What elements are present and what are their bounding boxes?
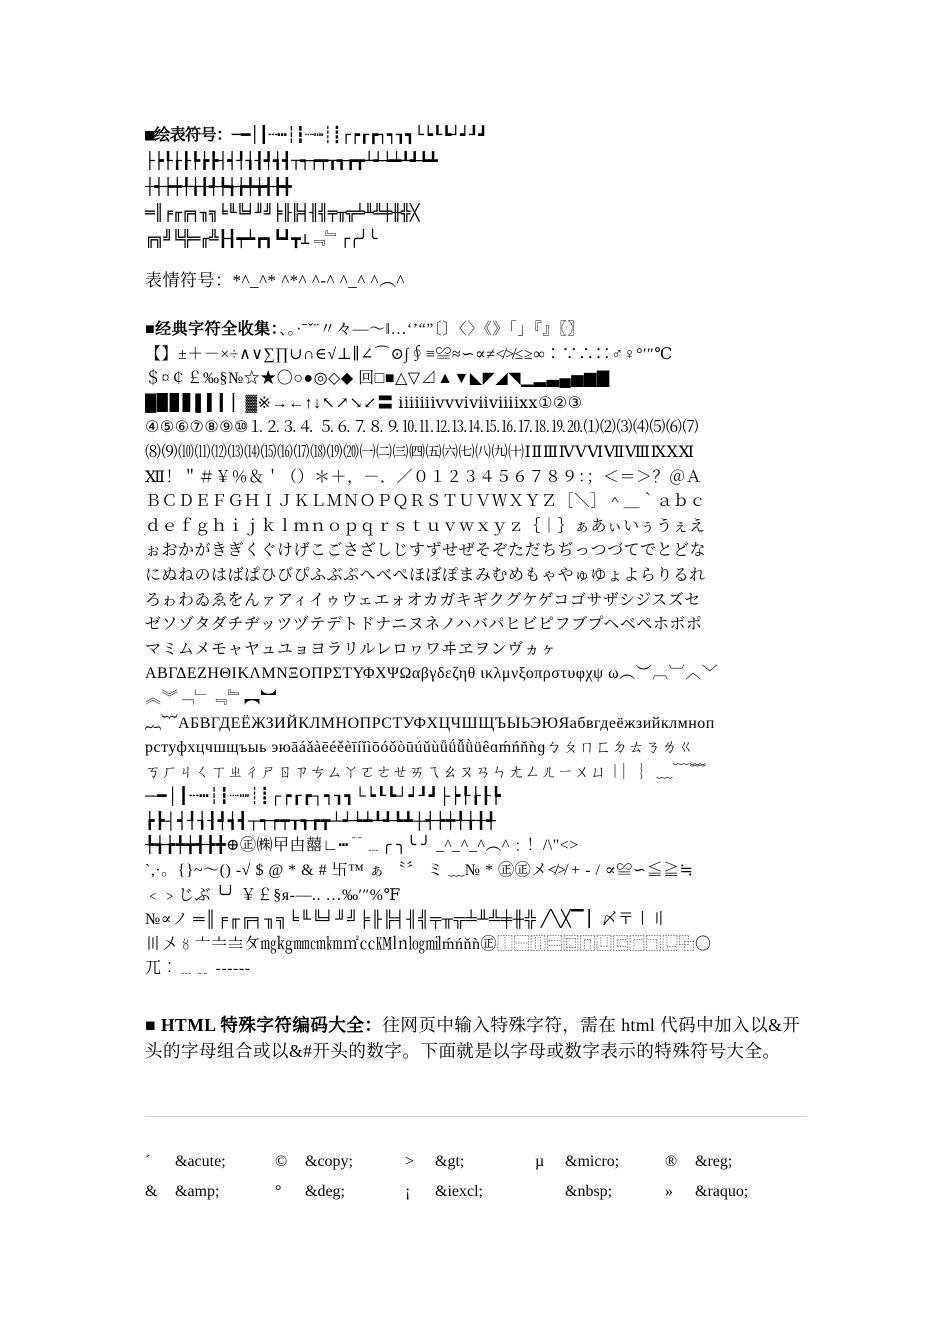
entity-symbol: ° [275, 1183, 282, 1200]
classic-line: ╄╅╆╇╈╉╊╋⊕㊣㈱曱甴囍∟┅﹊﹍╭ ╮╰ ╯ _^_^_^︵^﹕！/\"<> [145, 837, 579, 855]
html-entities-description: 往网页中输入特殊字符，需在 html 代码中加入以&开头的字母组合或以&#开头的数字。下面就是以字母或数字表示的特殊符号大全。 [145, 1015, 801, 1061]
classic-line: ぉおかがきぎくぐけげこごさざしじすずせぜそぞただちぢっつづてでとどな [145, 542, 707, 560]
classic-line: ■经典字符全收集：、。·ˉˇ¨〃々—～‖…‘’“”〔〕〈〉《》「」『』〖〗 [145, 321, 584, 338]
classic-line: ─━│┃┄┅┆┇┈┉┊┋┌┍┎┏┐┑┒┓└┕┖┗┘┙┚┛├┝┞┟┠┡ [145, 788, 502, 806]
box-drawing-line-3: ┼┽┾┿╀╁╂╃╄╅╆╇╈╉╊╋ [145, 177, 292, 196]
box-drawing-line-1: ■绘表符号：─━│┃┄┅┆┇┈┉┊┋┌┍┎┏┐┑┒┓└┕┖┗┘┙┚┛ [145, 125, 488, 144]
entity-symbol: ¡ [405, 1183, 411, 1200]
table-row [145, 1177, 795, 1207]
entity-symbol: & [145, 1183, 158, 1200]
html-entities-title: ■ HTML 特殊字符编码大全： [145, 1015, 383, 1035]
emoticon-section [145, 270, 810, 292]
classic-line: рстуфхцчшщъыь эюāáǎàēéěèīíǐìōóǒòūúǔùǖǘǚǜüêɑḿńňǹɡㄅㄆㄇㄈㄉㄊㄋㄌㄍ [145, 739, 695, 757]
entity-code: &raquo; [695, 1183, 749, 1200]
entity-code: &acute; [175, 1153, 226, 1170]
entity-code: &gt; [435, 1153, 465, 1170]
entity-symbol: ® [665, 1153, 678, 1170]
classic-line: `,·。{}~～() -√ $ @ * & # 卐™ ぁ 〝〞 ミ ﹏№ * ㊣㊣メ≮≯ + - / ∝≌∽≦≧≒ [145, 862, 694, 880]
entity-code: &reg; [695, 1153, 733, 1170]
classic-line: ︽︾﹁﹂﹃﹄︻︼ [145, 689, 278, 707]
classic-line: №∝ノ ═║╒╓╔╕╖╗╘╙╚╛╜╝╞╟╠╡╢╣╤╥╦╧╨╩╪╫╬ ╱╲╳▔ ▏〆〒〡〢 [145, 911, 668, 929]
classic-line: ┢┣┤┥┦┧┨┩┪┫┬┭┮┯┰┱┲┳┴┵┶┷┸┹┺┻┼┽┾┿╀╁╂╃ [145, 812, 497, 830]
classic-line: Ⅻ！＂＃￥％＆＇（）＊＋，－．／０１２３４５６７８９：；＜＝＞？＠Ａ [145, 468, 703, 486]
classic-line: ｄｅｆｇｈｉｊｋｌｍｎｏｐｑｒｓｔｕｖｗｘｙｚ｛｜｝ぁあぃいぅうぇえ [145, 517, 706, 535]
classic-line: 【】±＋－×÷∧∨∑∏∪∩∈√⊥∥∠⌒⊙∫∮≡≌≈∽∝≠≮≯≤≥∞∶∵∴∷♂♀°′″℃ [145, 345, 673, 363]
classic-line: 兀︰﹍﹎ ------ [145, 960, 251, 978]
classic-line: マミムメモャヤュユョヨラリルレロヮワヰヱヲンヴヵヶ [145, 640, 557, 658]
entity-symbol [535, 1177, 565, 1207]
divider [145, 1116, 807, 1117]
entity-code: &iexcl; [435, 1183, 483, 1200]
box-drawing-line-4: ═║╒╓╔╕╖╗╘╙╚╛╜╝╞╟╠╡╢╣╤╥╦╧╨╩╪╫╬╳ [145, 203, 419, 222]
box-drawing-line-2: ├┝┞┟┠┡┢┣┤┥┦┧┨┩┪┫┬┭┮┯┰┱┲┳┴┵┶┷┸┹┺┻ [145, 151, 438, 170]
entity-symbol: µ [535, 1153, 545, 1170]
classic-line: ろゎわゐゑをんァアィイゥウェエォオカガキギクグケゲコゴサザシジスズセ [145, 591, 701, 609]
classic-line: ゼソゾタダチヂッツヅテデトドナニヌネノハバパヒビピフブプヘベペホボポ [145, 616, 703, 634]
classic-symbols-section [145, 318, 810, 982]
html-entities-section [145, 1012, 810, 1064]
emoticon-line: 表情符号：*^_^* ^*^ ^-^ ^_^ ^︵^ [145, 271, 405, 290]
classic-line: █▉▊▋▌▍▎▏▓※→←↑↓↖↗↘↙〓 ⅰⅱⅲⅳⅴⅵⅶⅷⅸⅹ①②③ [145, 394, 583, 412]
classic-line: にぬねのはばぱひびぴふぶぷへべぺほぼぽまみむめもゃやゅゆょよらりるれ [145, 566, 706, 584]
box-drawing-title: ■绘表符号： [145, 125, 232, 144]
table-row [145, 1147, 795, 1177]
entity-code: &micro; [565, 1153, 620, 1170]
classic-line: ΑΒΓΔΕΖΗΘΙΚΛΜΝΞΟΠΡΣΤΥΦΧΨΩαβγδεζηθ ικλμνξοπρστυφχψ ω︵︶︹︺︿﹀ [145, 665, 719, 683]
entity-symbol: © [275, 1153, 288, 1170]
classic-line: ＄¤￠￡‰§№☆★〇○●◎◇◆ 回□■△▽⊿▲▼◣◤◢◥▁▂▃▄▅▆▇ [145, 370, 610, 388]
box-drawing-section [145, 122, 810, 252]
box-drawing-line-5: ╔╗╝╚╬═╓╩┠┨┯┷┏┓┗┛┳⊥﹃﹄┌╭╯╰ [145, 229, 377, 248]
entity-table [145, 1147, 795, 1207]
classic-symbols-title: ■经典字符全收集： [145, 321, 280, 338]
entity-symbol: > [405, 1153, 415, 1170]
classic-line: ⑻⑼⑽⑾⑿⒀⒁⒂⒃⒄⒅⒆⒇㈠㈡㈢㈣㈤㈥㈦㈧㈨㈩ⅠⅡⅢⅣⅤⅥⅦⅧⅨⅩⅪ [145, 443, 695, 461]
classic-line: ︷︸АБВГДЕЁЖЗИЙКЛМНОПРСТУФХЦЧШЩЪЫЬЭЮЯабвгдеёжзийклмноп [145, 714, 715, 732]
entity-code: &nbsp; [565, 1183, 613, 1200]
html-entities-paragraph [145, 1012, 810, 1064]
entity-code: &amp; [175, 1183, 220, 1200]
entity-code: &deg; [305, 1183, 345, 1200]
classic-line: ㄎㄏㄐㄑㄒㄓㄔㄕㄖㄗㄘㄙㄚㄛㄜㄝㄞㄟㄠㄡㄢㄣㄤㄥㄦㄧㄨㄩ︱︳︴﹏﹋﹌ [145, 763, 707, 781]
classic-line: ④⑤⑥⑦⑧⑨⑩⒈⒉⒊⒋ ⒌⒍⒎⒏⒐⒑⒒⒓⒔⒕⒖⒗⒘⒙⒚⒛⑴⑵⑶⑷⑸⑹⑺ [145, 419, 699, 437]
classic-line: ﹤﹥じぶ ╰╯ ￥￡§я-—.. …‰′″%℉ [145, 886, 401, 904]
entity-symbol: » [665, 1183, 673, 1200]
classic-line: ＢＣＤＥＦＧＨＩＪＫＬＭＮＯＰＱＲＳＴＵＶＷＸＹＺ［＼］＾＿｀ａｂｃ [145, 493, 707, 511]
entity-symbol: ´ [145, 1153, 151, 1170]
classic-line: 〣〤〥〦〧〨〩㎎㎏㎜㎝㎞㎡㏄㏎㏑㏒㏕ḿńňǹ㊣⿰⿱⿲⿳⿴⿵⿶⿷⿸⿹⿺⿻〇 [145, 935, 712, 953]
entity-code: &copy; [305, 1153, 353, 1170]
